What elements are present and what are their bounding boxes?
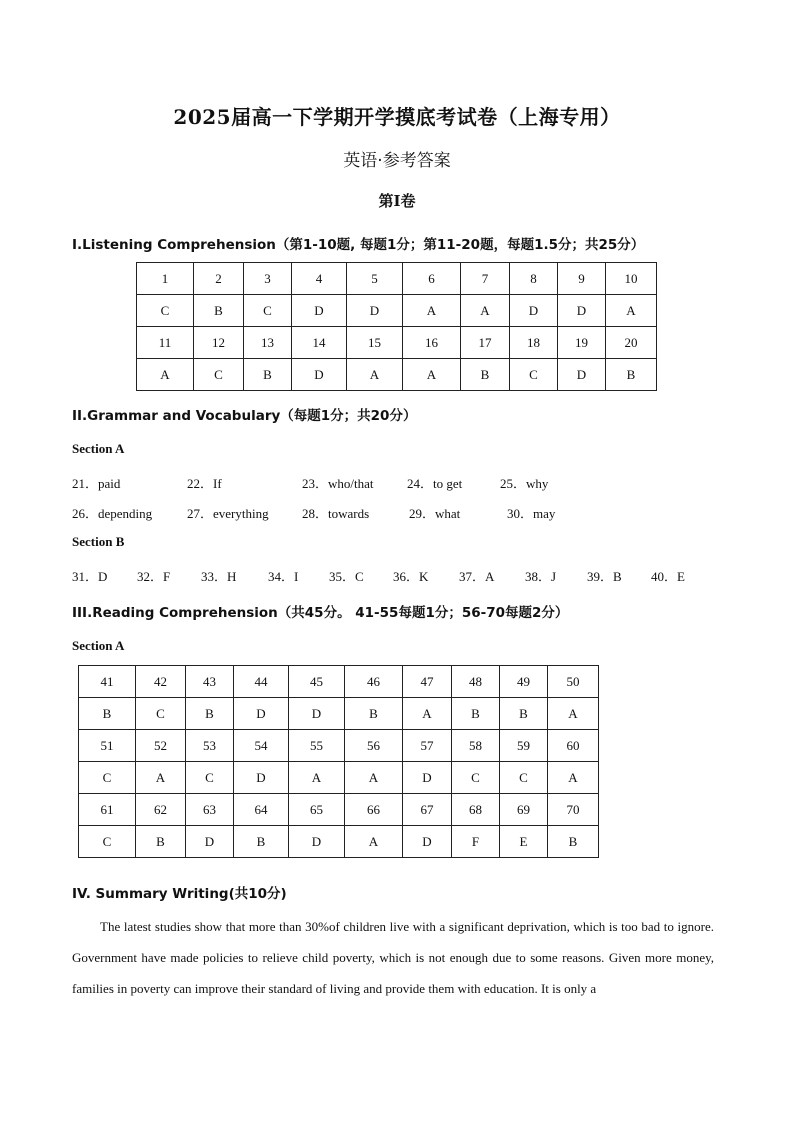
table-cell: 4	[292, 263, 347, 295]
table-cell: 64	[234, 794, 289, 826]
table-cell: 69	[500, 794, 548, 826]
table-cell: B	[186, 698, 234, 730]
table-cell: 10	[606, 263, 657, 295]
page-title: 2025届高一下学期开学摸底考试卷（上海专用）	[173, 105, 621, 129]
table-cell: A	[289, 762, 345, 794]
volume-label: 第I卷	[378, 192, 416, 210]
table-cell: 6	[403, 263, 461, 295]
table-cell: 67	[403, 794, 452, 826]
table-cell: B	[606, 359, 657, 391]
table-cell: D	[292, 295, 347, 327]
table-cell: C	[136, 698, 186, 730]
table-cell: 59	[500, 730, 548, 762]
table-cell: 43	[186, 666, 234, 698]
answer-item: 30．may	[507, 506, 556, 521]
table-cell: 15	[347, 327, 403, 359]
table-cell: 41	[79, 666, 136, 698]
table-cell: A	[345, 762, 403, 794]
table-cell: A	[347, 359, 403, 391]
table-cell: 48	[452, 666, 500, 698]
table-cell: A	[461, 295, 510, 327]
table-cell: 46	[345, 666, 403, 698]
table-cell: B	[79, 698, 136, 730]
table-cell: D	[234, 762, 289, 794]
table-cell: 60	[548, 730, 599, 762]
table-cell: A	[136, 762, 186, 794]
table-row	[79, 762, 599, 794]
table-cell: D	[234, 698, 289, 730]
grammar-section-a-label: Section A	[72, 441, 125, 456]
table-cell: 13	[244, 327, 292, 359]
table-cell: A	[403, 698, 452, 730]
table-cell: 58	[452, 730, 500, 762]
reading-section-a-label: Section A	[72, 638, 125, 653]
table-row	[137, 359, 657, 391]
table-cell: B	[345, 698, 403, 730]
table-cell: 51	[79, 730, 136, 762]
table-cell: 50	[548, 666, 599, 698]
table-cell: D	[347, 295, 403, 327]
table-row	[79, 794, 599, 826]
grammar-heading: II.Grammar and Vocabulary（每题1分；共20分）	[72, 408, 417, 424]
table-row	[137, 327, 657, 359]
table-cell: 45	[289, 666, 345, 698]
table-cell: A	[606, 295, 657, 327]
answer-item: 31．D	[72, 569, 108, 584]
table-cell: 55	[289, 730, 345, 762]
table-cell: D	[186, 826, 234, 858]
answer-item: 34．I	[268, 569, 299, 584]
table-cell: E	[500, 826, 548, 858]
summary-heading: IV. Summary Writing(共10分)	[72, 886, 287, 902]
table-cell: 65	[289, 794, 345, 826]
table-cell: 5	[347, 263, 403, 295]
table-cell: D	[292, 359, 347, 391]
answer-item: 28．towards	[302, 506, 370, 521]
table-cell: 47	[403, 666, 452, 698]
answer-item: 21．paid	[72, 476, 121, 491]
table-cell: C	[500, 762, 548, 794]
table-cell: C	[452, 762, 500, 794]
table-cell: C	[186, 762, 234, 794]
table-cell: 2	[194, 263, 244, 295]
table-row	[79, 666, 599, 698]
table-cell: C	[244, 295, 292, 327]
table-cell: 70	[548, 794, 599, 826]
table-cell: D	[403, 826, 452, 858]
table-cell: D	[403, 762, 452, 794]
answer-item: 26．depending	[72, 506, 153, 521]
table-cell: 44	[234, 666, 289, 698]
answer-item: 33．H	[201, 569, 237, 584]
table-cell: B	[194, 295, 244, 327]
answer-item: 32．F	[137, 569, 171, 584]
table-cell: 57	[403, 730, 452, 762]
table-cell: 12	[194, 327, 244, 359]
table-cell: 14	[292, 327, 347, 359]
table-cell: C	[79, 826, 136, 858]
table-cell: A	[345, 826, 403, 858]
table-cell: C	[194, 359, 244, 391]
table-cell: A	[548, 698, 599, 730]
table-cell: 52	[136, 730, 186, 762]
grammar-line-3	[72, 566, 732, 584]
table-cell: 20	[606, 327, 657, 359]
table-cell: 53	[186, 730, 234, 762]
table-cell: 56	[345, 730, 403, 762]
answer-item: 40．E	[651, 569, 685, 584]
table-cell: 62	[136, 794, 186, 826]
table-cell: D	[558, 295, 606, 327]
table-cell: C	[79, 762, 136, 794]
table-cell: 11	[137, 327, 194, 359]
answer-item: 25．why	[500, 476, 549, 491]
answer-item: 23．who/that	[302, 476, 374, 491]
table-cell: 18	[510, 327, 558, 359]
table-cell: 16	[403, 327, 461, 359]
table-row	[137, 295, 657, 327]
table-cell: 54	[234, 730, 289, 762]
listening-heading: I.Listening Comprehension（第1-10题, 每题1分；第11-20题，每题1.5分；共25分）	[72, 237, 645, 253]
table-cell: 19	[558, 327, 606, 359]
grammar-section-b-label: Section B	[72, 534, 125, 549]
table-cell: B	[452, 698, 500, 730]
reading-heading: III.Reading Comprehension（共45分。 41-55每题1分；56-70每题2分）	[72, 605, 569, 621]
answer-item: 24．to get	[407, 476, 463, 491]
answer-item: 37．A	[459, 569, 495, 584]
table-cell: 42	[136, 666, 186, 698]
listening-answer-table	[136, 262, 657, 391]
table-cell: 66	[345, 794, 403, 826]
answer-item: 36．K	[393, 569, 429, 584]
table-cell: 8	[510, 263, 558, 295]
table-cell: 61	[79, 794, 136, 826]
summary-paragraph: The latest studies show that more than 30%of children live with a significant deprivation, which is too bad to ignore. Government have made policies to relieve child poverty, which is not enough due to some reasons. Given more money, families in poverty can improve their standard of living and provide them with education. It is only a	[72, 919, 714, 996]
table-cell: B	[234, 826, 289, 858]
table-cell: B	[461, 359, 510, 391]
answer-item: 29．what	[409, 506, 461, 521]
reading-answer-table	[78, 665, 599, 858]
table-cell: A	[403, 359, 461, 391]
table-cell: A	[403, 295, 461, 327]
answer-item: 27．everything	[187, 506, 269, 521]
table-cell: B	[548, 826, 599, 858]
table-cell: 68	[452, 794, 500, 826]
table-cell: B	[244, 359, 292, 391]
table-cell: 17	[461, 327, 510, 359]
table-cell: A	[548, 762, 599, 794]
table-cell: 63	[186, 794, 234, 826]
page-subtitle: 英语·参考答案	[343, 151, 451, 171]
table-cell: D	[289, 698, 345, 730]
table-cell: A	[137, 359, 194, 391]
table-cell: D	[510, 295, 558, 327]
table-cell: 49	[500, 666, 548, 698]
answer-item: 38．J	[525, 569, 557, 584]
answer-item: 39．B	[587, 569, 622, 584]
grammar-line-2	[72, 503, 732, 521]
table-cell: C	[510, 359, 558, 391]
grammar-line-1	[72, 473, 732, 491]
table-row	[137, 263, 657, 295]
table-cell: D	[558, 359, 606, 391]
table-cell: D	[289, 826, 345, 858]
answer-item: 22．If	[187, 476, 222, 491]
table-cell: C	[137, 295, 194, 327]
table-cell: 1	[137, 263, 194, 295]
table-cell: B	[136, 826, 186, 858]
answer-item: 35．C	[329, 569, 364, 584]
table-row	[79, 730, 599, 762]
table-row	[79, 826, 599, 858]
table-cell: B	[500, 698, 548, 730]
table-cell: 7	[461, 263, 510, 295]
table-cell: 9	[558, 263, 606, 295]
table-row	[79, 698, 599, 730]
table-cell: 3	[244, 263, 292, 295]
table-cell: F	[452, 826, 500, 858]
